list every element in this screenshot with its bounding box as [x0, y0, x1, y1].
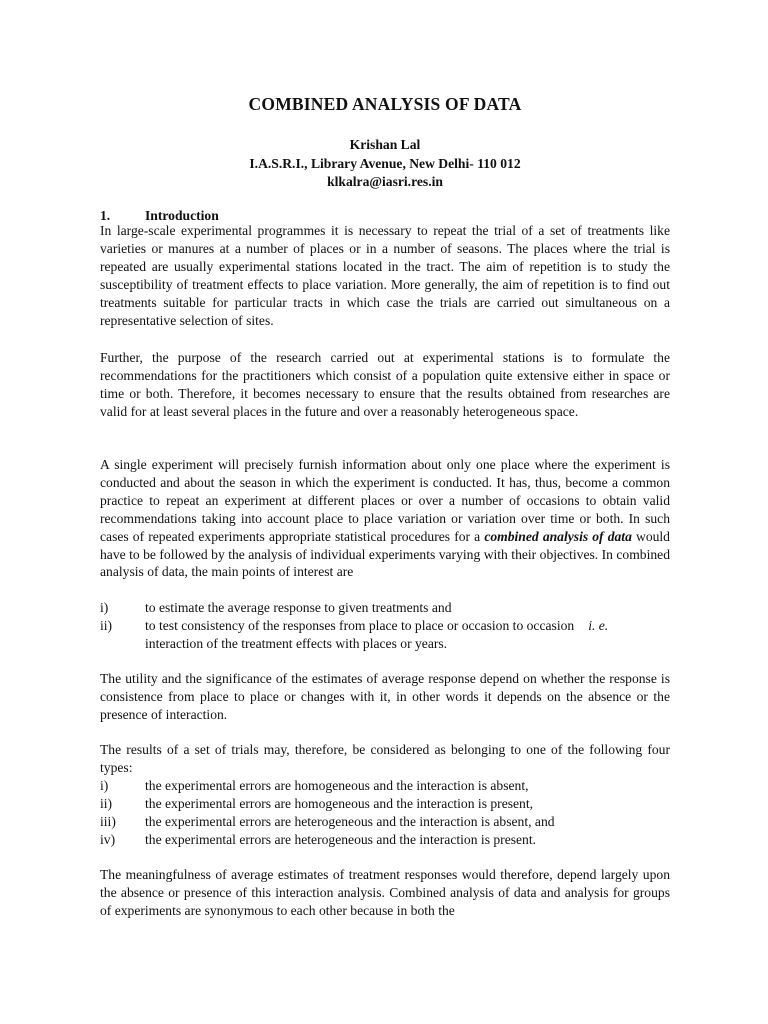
list-item [100, 813, 670, 831]
list-marker: i) [100, 778, 109, 793]
list-item-text: to estimate the average response to given treatments and [145, 600, 452, 615]
types-list [100, 777, 670, 849]
list-marker: iv) [100, 831, 116, 847]
paragraph-4: The utility and the significance of the estimates of average response depend on whether the response is consistence from place to place or changes with it, in other words it depends on the absence or the presence of interaction. [100, 671, 670, 722]
section-number: 1. [100, 208, 111, 223]
interest-points-list [100, 599, 670, 653]
list-item-text: the experimental errors are heterogeneous and the interaction is absent, and [145, 813, 555, 829]
list-item-text: to test consistency of the responses from place to place or occasion to occasion [145, 617, 575, 633]
paragraph-6: The meaningfulness of average estimates of treatment responses would therefore, depend largely upon the absence or presence of this interaction analysis. Combined analysis of data and analysis for groups of experiments are synonymous to each other because in both the [100, 867, 670, 918]
list-item [100, 599, 670, 617]
paper-title: COMBINED ANALYSIS OF DATA [248, 94, 522, 114]
author-name: Krishan Lal [349, 137, 421, 152]
paragraph-3 [100, 456, 670, 581]
list-marker: iii) [100, 813, 116, 829]
paragraph-5: The results of a set of trials may, therefore, be considered as belonging to one of the following four types: [100, 742, 670, 775]
ie-abbreviation: i. e. [588, 617, 609, 633]
list-marker: i) [100, 600, 109, 615]
list-item-text-block [145, 617, 670, 653]
list-item [100, 617, 670, 653]
list-item [100, 777, 670, 795]
list-item-continuation: interaction of the treatment effects with places or years. [145, 635, 448, 651]
paragraph-3-text-a: A single experiment will precisely furnish information about only one place where the experiment is conducted and about the season in which the experiment is conducted. It has, thus, become a common practice to repeat an experiment at different places or over a number of occasions to obtain valid recommendations taking into account place to place variation or variation over time or both. In such cases of repeated experiments appropriate statistical procedures for a [100, 457, 670, 544]
paragraph-1: In large-scale experimental programmes it is necessary to repeat the trial of a set of treatments like varieties or manures at a number of places or in a number of seasons. The places where the trial is repeated are usually experimental stations located in the tract. The aim of repetition is to study the susceptibility of treatment effects to place variation. More generally, the aim of repetition is to find out treatments suitable for particular tracts in which case the trials are carried out simultaneous on a representative selection of sites. [100, 223, 670, 328]
author-email: klkalra@iasri.res.in [327, 174, 443, 189]
list-marker: ii) [100, 795, 113, 811]
list-marker: ii) [100, 617, 113, 633]
paragraph-2: Further, the purpose of the research carried out at experimental stations is to formulate the recommendations for the practitioners which consist of a population quite extensive either in space or time or both. Therefore, it becomes necessary to ensure that the results obtained from researches are valid for at least several places in the future and over a reasonably heterogeneous space. [100, 350, 670, 419]
paragraph-3-text-b: would have to be followed by the analysis of individual experiments varying with their objectives. In combined analysis of data, the main points of interest are [100, 528, 670, 580]
section-title: Introduction [145, 208, 219, 223]
emphasis-combined-analysis: combined analysis of data [484, 528, 632, 544]
list-item-text: the experimental errors are homogeneous and the interaction is absent, [145, 778, 529, 793]
author-block [100, 136, 670, 192]
author-affiliation: I.A.S.R.I., Library Avenue, New Delhi- 110 012 [249, 155, 521, 171]
list-item [100, 831, 670, 849]
list-item [100, 795, 670, 813]
list-item-text: the experimental errors are homogeneous and the interaction is present, [145, 795, 534, 811]
list-item-text: the experimental errors are heterogeneous and the interaction is present. [145, 831, 537, 847]
